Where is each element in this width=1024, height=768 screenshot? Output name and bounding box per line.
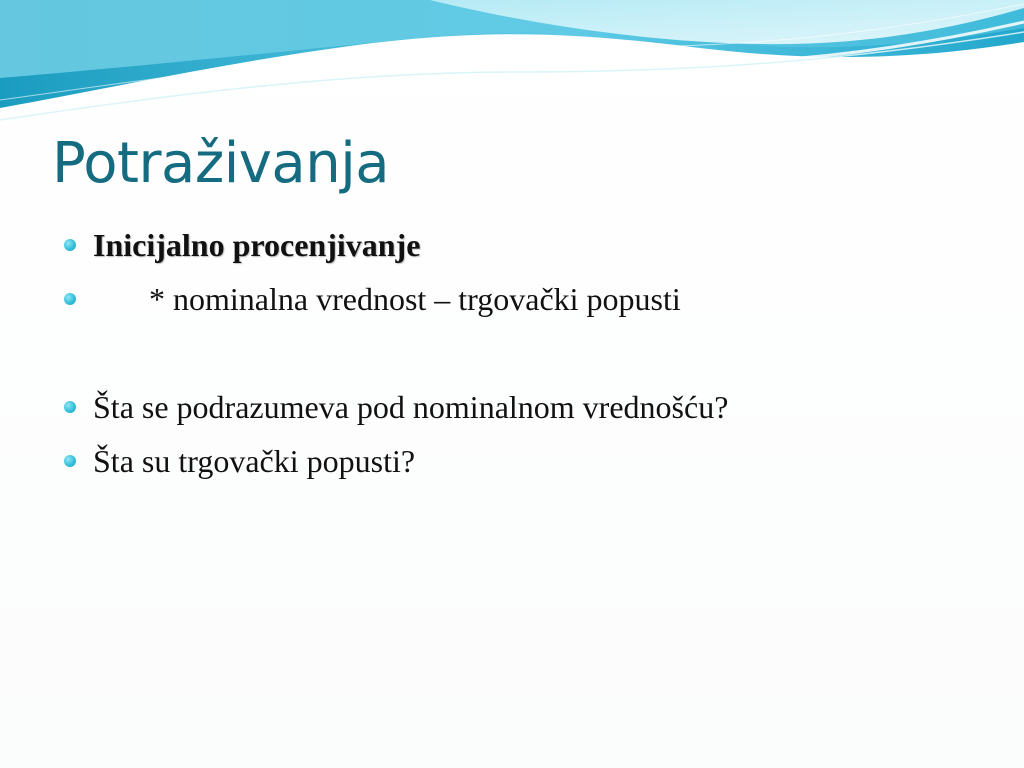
bullet-list [62,218,982,488]
bullet-text: Inicijalno procenjivanje [93,227,421,263]
bullet-item-initial-measurement [62,218,982,272]
bullet-icon [64,239,76,251]
bullet-text: Šta se podrazumeva pod nominalnom vrednošću? [93,389,729,425]
bullet-text: Šta su trgovački popusti? [93,443,416,479]
bullet-icon [64,401,76,413]
slide-title: Potraživanja [52,131,390,196]
bullet-item-question-nominal [62,380,982,434]
bullet-item-nominal-value [62,272,982,326]
bullet-item-question-discounts [62,434,982,488]
bullet-icon [64,455,76,467]
bullet-text: * nominalna vrednost – trgovački popusti [149,281,681,317]
bullet-icon [64,293,76,305]
wave-header-decoration [0,0,1024,140]
